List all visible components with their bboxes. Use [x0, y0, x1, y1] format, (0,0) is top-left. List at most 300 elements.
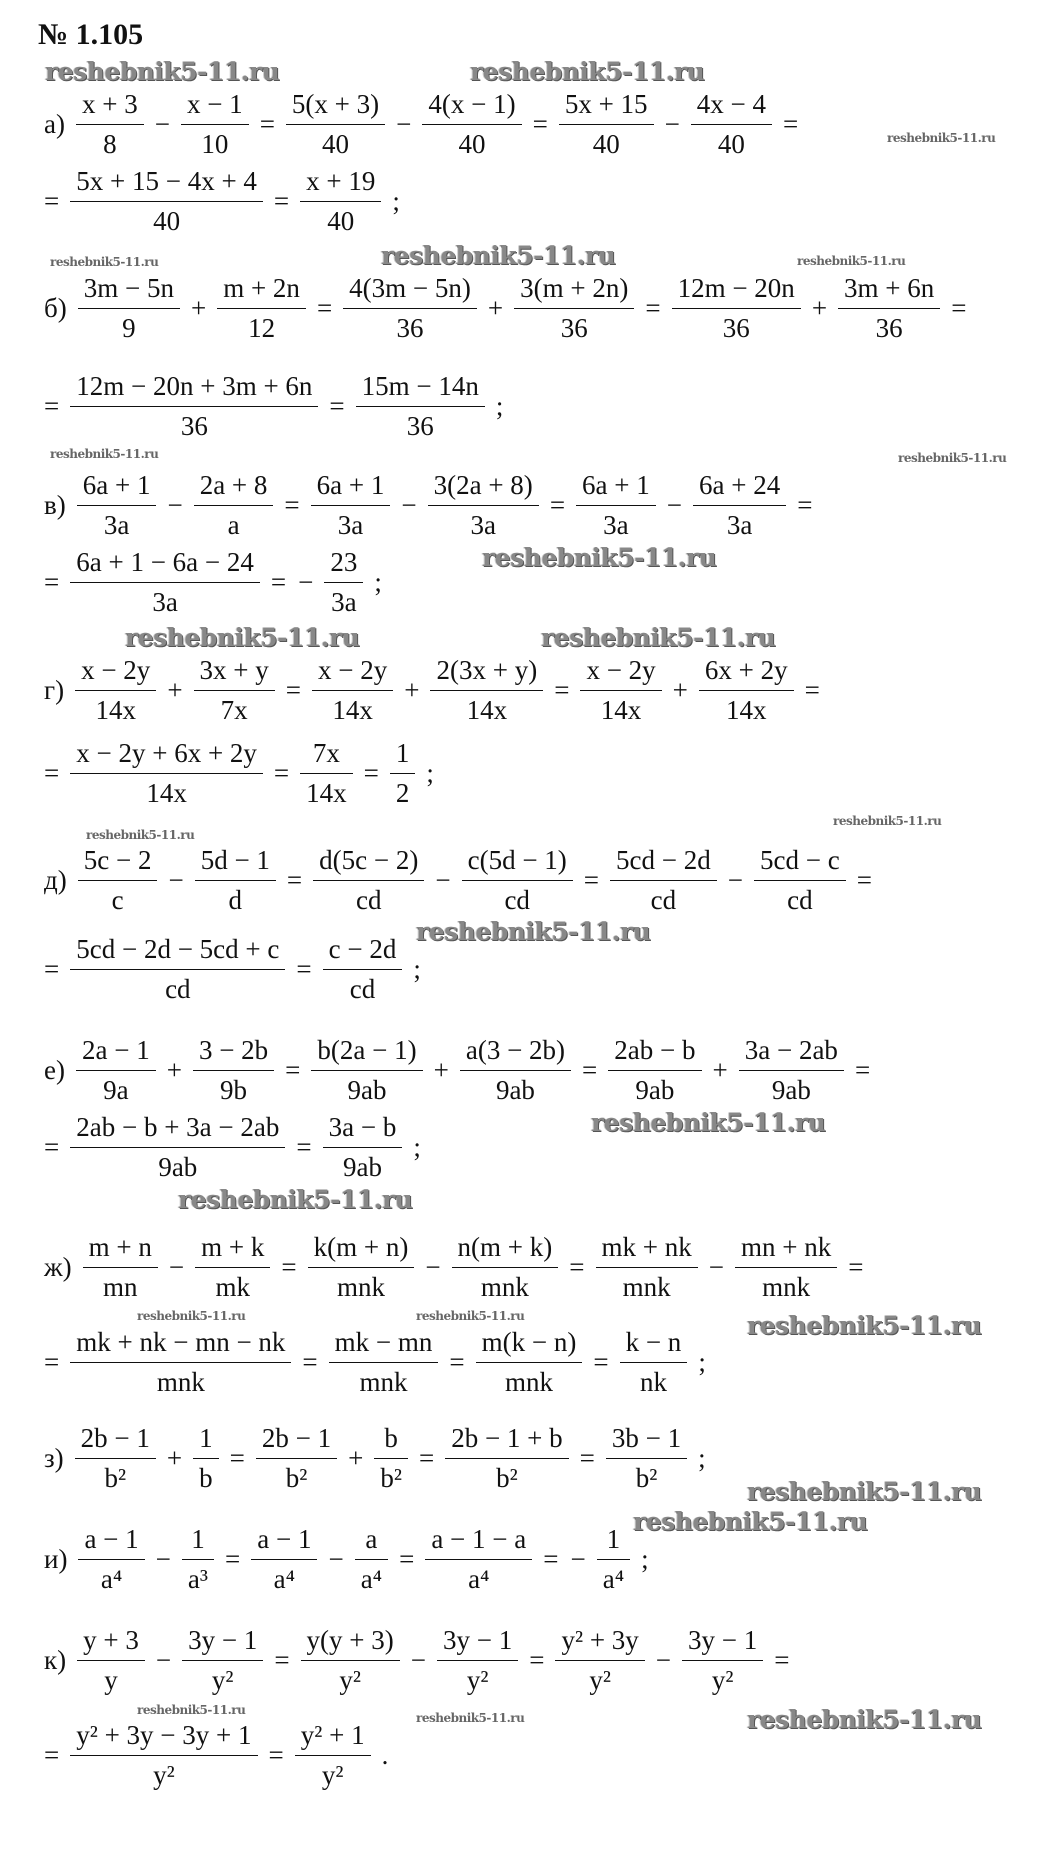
- denominator: 3a: [70, 582, 260, 618]
- denominator: 10: [181, 124, 249, 160]
- fraction: [351, 371, 490, 442]
- fraction: [420, 1524, 537, 1595]
- denominator: 3a: [576, 505, 656, 541]
- operator: =: [856, 864, 872, 895]
- operator: =: [329, 390, 345, 421]
- equation-line: [38, 1418, 712, 1498]
- operator: +: [811, 292, 828, 323]
- operator: =: [225, 1543, 241, 1574]
- numerator: 6a + 1 − 6a − 24: [76, 546, 254, 577]
- equation-line: [38, 1715, 394, 1795]
- denominator: 7x: [194, 690, 275, 726]
- equation-line: [38, 268, 973, 348]
- denominator: 14x: [580, 690, 661, 726]
- operator: −: [666, 489, 682, 520]
- fraction: [417, 89, 526, 160]
- denominator: mn: [83, 1267, 158, 1303]
- operator: =: [286, 864, 303, 895]
- fraction: [65, 1720, 262, 1791]
- equation-line: [38, 1107, 427, 1187]
- denominator: 8: [76, 124, 144, 160]
- watermark: reshebnik5-11.ru: [747, 1477, 982, 1506]
- denominator: 3a: [77, 505, 157, 541]
- fraction: [667, 273, 806, 344]
- denominator: cd: [754, 880, 846, 916]
- numerator: 3(2a + 8): [433, 469, 533, 500]
- fraction: [457, 845, 578, 916]
- denominator: 9ab: [739, 1070, 844, 1106]
- numerator: 6a + 1: [582, 469, 650, 500]
- fraction: [591, 1232, 703, 1303]
- fraction: [318, 934, 408, 1005]
- numerator: y² + 3y − 3y + 1: [76, 1719, 252, 1750]
- numerator: x + 3: [81, 88, 138, 119]
- operator: =: [418, 1442, 435, 1473]
- denominator: 9ab: [70, 1147, 285, 1183]
- equation-line: [38, 366, 509, 446]
- watermark: reshebnik5-11.ru: [747, 1705, 982, 1734]
- fraction: [78, 1232, 163, 1303]
- denominator: y²: [555, 1660, 644, 1696]
- operator: =: [268, 1739, 284, 1770]
- denominator: 36: [672, 308, 801, 344]
- equation-line: [38, 733, 440, 813]
- numerator: 5d − 1: [200, 844, 270, 875]
- numerator: k − n: [625, 1326, 682, 1357]
- denominator: mnk: [70, 1362, 291, 1398]
- operator: =: [569, 1251, 585, 1282]
- operator: =: [44, 390, 60, 421]
- numerator: 5(x + 3): [291, 88, 380, 119]
- numerator: a − 1: [257, 1523, 312, 1554]
- numerator: x − 2y + 6x + 2y: [76, 737, 257, 768]
- denominator: 36: [343, 308, 477, 344]
- denominator: b²: [445, 1458, 568, 1494]
- denominator: 9b: [193, 1070, 274, 1106]
- denominator: nk: [620, 1362, 688, 1398]
- watermark: reshebnik5-11.ru: [633, 1507, 868, 1536]
- numerator: a(3 − 2b): [465, 1034, 566, 1065]
- numerator: 6a + 1: [316, 469, 385, 500]
- operator: −: [664, 108, 680, 139]
- numerator: y + 3: [83, 1624, 139, 1655]
- fraction: [686, 89, 777, 160]
- fraction: [308, 845, 429, 916]
- numerator: mk − mn: [334, 1326, 433, 1357]
- denominator: 14x: [430, 690, 543, 726]
- fraction: [338, 273, 482, 344]
- numerator: 5x + 15 − 4x + 4: [76, 165, 257, 196]
- numerator: mk + nk: [601, 1231, 692, 1262]
- numerator: 3x + y: [199, 654, 269, 685]
- denominator: 36: [356, 406, 485, 442]
- operator: =: [273, 185, 290, 216]
- denominator: b²: [374, 1458, 408, 1494]
- operator: =: [848, 1251, 864, 1282]
- denominator: 40: [422, 124, 521, 160]
- watermark: reshebnik5-11.ru: [898, 451, 1007, 465]
- numerator: 12m − 20n + 3m + 6n: [76, 370, 313, 401]
- watermark: reshebnik5-11.ru: [50, 255, 159, 269]
- denominator: 14x: [312, 690, 393, 726]
- operator: =: [951, 292, 967, 323]
- denominator: b²: [75, 1458, 156, 1494]
- operator: =: [532, 108, 548, 139]
- watermark: reshebnik5-11.ru: [416, 917, 651, 946]
- fraction: [246, 1524, 322, 1595]
- denominator: cd: [323, 969, 403, 1005]
- numerator: 1: [606, 1523, 621, 1554]
- numerator: 7x: [312, 737, 340, 768]
- equation-line: [38, 1322, 712, 1402]
- operator: =: [854, 1054, 871, 1085]
- numerator: 1: [191, 1523, 205, 1554]
- operator: −: [410, 1644, 426, 1675]
- numerator: 2a + 8: [199, 469, 268, 500]
- fraction: [190, 1232, 275, 1303]
- equation-line: [38, 465, 818, 545]
- watermark: reshebnik5-11.ru: [125, 623, 360, 652]
- fraction: [730, 1232, 842, 1303]
- fraction: [188, 1423, 224, 1494]
- watermark: reshebnik5-11.ru: [833, 814, 942, 828]
- operator: −: [154, 108, 170, 139]
- fraction: [749, 845, 851, 916]
- equation-line: [38, 1030, 876, 1110]
- fraction: [212, 273, 311, 344]
- operator: =: [259, 108, 275, 139]
- operator: =: [296, 953, 312, 984]
- operator: −: [155, 1644, 172, 1675]
- operator: −: [435, 864, 451, 895]
- numerator: 6a + 24: [699, 469, 781, 500]
- equation-line: [38, 840, 878, 920]
- fraction: [319, 547, 368, 618]
- operator: −: [655, 1644, 672, 1675]
- watermark: reshebnik5-11.ru: [178, 1185, 413, 1214]
- numerator: x − 2y: [318, 654, 388, 685]
- operator: =: [270, 566, 287, 597]
- denominator: 3a: [311, 505, 391, 541]
- denominator: cd: [462, 880, 573, 916]
- fraction: [605, 845, 722, 916]
- denominator: 3a: [693, 505, 786, 541]
- numerator: x + 19: [306, 165, 376, 196]
- operator: +: [672, 674, 688, 705]
- operator: =: [285, 674, 302, 705]
- fraction: [177, 1625, 268, 1696]
- numerator: b: [384, 1422, 398, 1453]
- operator: =: [44, 566, 60, 597]
- operator: ;: [413, 953, 421, 984]
- denominator: 12: [217, 308, 306, 344]
- numerator: b(2a − 1): [317, 1034, 417, 1065]
- watermark: reshebnik5-11.ru: [50, 447, 159, 461]
- equation-line: [38, 1519, 655, 1599]
- denominator: d: [195, 880, 276, 916]
- fraction: [65, 934, 290, 1005]
- watermark: reshebnik5-11.ru: [45, 57, 280, 86]
- numerator: 2b − 1: [80, 1422, 150, 1453]
- fraction: [324, 1327, 444, 1398]
- problem-number: № 1.105: [38, 18, 144, 51]
- operator: =: [774, 1644, 790, 1675]
- fraction: [65, 1112, 290, 1183]
- operator: +: [712, 1054, 728, 1085]
- watermark: reshebnik5-11.ru: [137, 1703, 246, 1717]
- numerator: 2ab − b + 3a − 2ab: [76, 1111, 280, 1142]
- fraction: [833, 273, 945, 344]
- denominator: 40: [559, 124, 654, 160]
- fraction: [65, 166, 268, 237]
- fraction: [447, 1232, 564, 1303]
- denominator: 3a: [428, 505, 539, 541]
- numerator: 3 − 2b: [198, 1034, 269, 1065]
- numerator: c − 2d: [328, 933, 397, 964]
- denominator: 9ab: [608, 1070, 701, 1106]
- numerator: 3m + 6n: [844, 272, 935, 303]
- item-label: б): [44, 292, 67, 323]
- fraction: [295, 738, 358, 809]
- numerator: mk + nk − mn − nk: [76, 1326, 286, 1357]
- operator: =: [302, 1346, 318, 1377]
- fraction: [571, 470, 661, 541]
- watermark: reshebnik5-11.ru: [470, 57, 705, 86]
- item-label: к): [44, 1644, 67, 1675]
- numerator: 2b − 1: [261, 1422, 332, 1453]
- fraction: [432, 1625, 523, 1696]
- fraction: [70, 1423, 161, 1494]
- numerator: 3b − 1: [611, 1422, 682, 1453]
- numerator: m + k: [201, 1231, 265, 1262]
- watermark: reshebnik5-11.ru: [137, 1309, 246, 1323]
- fraction: [290, 1720, 376, 1791]
- fraction: [73, 845, 163, 916]
- fraction: [440, 1423, 573, 1494]
- operator: −: [168, 864, 184, 895]
- denominator: 14x: [75, 690, 156, 726]
- denominator: 9ab: [460, 1070, 571, 1106]
- operator: =: [316, 292, 333, 323]
- numerator: 3a − b: [328, 1111, 397, 1142]
- denominator: mnk: [308, 1267, 415, 1303]
- numerator: 4(x − 1): [428, 88, 516, 119]
- denominator: y²: [301, 1660, 400, 1696]
- operator: −: [298, 566, 314, 597]
- operator: −: [167, 489, 183, 520]
- fraction: [350, 1524, 393, 1595]
- numerator: 6x + 2y: [704, 654, 788, 685]
- denominator: 3a: [324, 582, 363, 618]
- watermark: reshebnik5-11.ru: [416, 1711, 525, 1725]
- denominator: b²: [256, 1458, 337, 1494]
- operator: ;: [413, 1131, 421, 1162]
- operator: =: [44, 757, 60, 788]
- operator: =: [583, 864, 600, 895]
- operator: =: [543, 1543, 559, 1574]
- item-label: в): [44, 489, 66, 520]
- operator: −: [168, 1251, 185, 1282]
- numerator: y(y + 3): [306, 1624, 394, 1655]
- operator: .: [381, 1739, 389, 1770]
- operator: +: [348, 1442, 364, 1473]
- denominator: 14x: [300, 773, 353, 809]
- fraction: [306, 470, 396, 541]
- numerator: 3y − 1: [688, 1624, 758, 1655]
- operator: =: [582, 1054, 598, 1085]
- operator: =: [554, 674, 570, 705]
- denominator: mnk: [596, 1267, 698, 1303]
- operator: ;: [392, 185, 400, 216]
- operator: −: [727, 864, 743, 895]
- operator: =: [281, 1251, 297, 1282]
- operator: =: [285, 1054, 301, 1085]
- fraction: [603, 1035, 706, 1106]
- denominator: a⁴: [355, 1559, 388, 1595]
- operator: =: [44, 1346, 60, 1377]
- numerator: 5c − 2: [83, 844, 152, 875]
- fraction: [296, 1625, 405, 1696]
- denominator: a⁴: [425, 1559, 532, 1595]
- operator: =: [273, 757, 290, 788]
- operator: ;: [698, 1346, 706, 1377]
- operator: =: [44, 1131, 60, 1162]
- numerator: m + n: [88, 1231, 152, 1262]
- fraction: [189, 655, 280, 726]
- item-label: е): [44, 1054, 65, 1085]
- operator: +: [487, 292, 504, 323]
- item-label: г): [44, 674, 65, 705]
- denominator: a³: [182, 1559, 214, 1595]
- operator: ;: [495, 390, 504, 421]
- fraction: [509, 273, 639, 344]
- denominator: a⁴: [251, 1559, 317, 1595]
- numerator: 2(3x + y): [436, 654, 538, 685]
- numerator: x − 2y: [81, 654, 151, 685]
- fraction: [318, 1112, 408, 1183]
- operator: +: [166, 1442, 183, 1473]
- operator: =: [549, 489, 566, 520]
- fraction: [688, 470, 791, 541]
- numerator: 2ab − b: [614, 1034, 696, 1065]
- operator: =: [44, 185, 60, 216]
- item-label: и): [44, 1543, 68, 1574]
- equation-line: [38, 542, 388, 622]
- watermark: reshebnik5-11.ru: [747, 1311, 982, 1340]
- denominator: 9a: [76, 1070, 156, 1106]
- equation-line: [38, 929, 427, 1009]
- fraction: [71, 1035, 161, 1106]
- denominator: 9ab: [311, 1070, 422, 1106]
- fraction: [677, 1625, 768, 1696]
- operator: =: [296, 1131, 312, 1162]
- fraction: [72, 470, 162, 541]
- equation-line: [38, 84, 804, 164]
- fraction: [423, 470, 544, 541]
- operator: ;: [698, 1442, 706, 1473]
- operator: −: [570, 1543, 586, 1574]
- numerator: 4x − 4: [696, 88, 767, 119]
- item-label: д): [44, 864, 67, 895]
- fraction: [455, 1035, 576, 1106]
- fraction: [550, 1625, 649, 1696]
- operator: =: [783, 108, 799, 139]
- numerator: k(m + n): [313, 1231, 409, 1262]
- fraction: [303, 1232, 420, 1303]
- denominator: 36: [70, 406, 318, 442]
- operator: −: [401, 489, 417, 520]
- numerator: x − 2y: [586, 654, 656, 685]
- numerator: 3m − 5n: [83, 272, 174, 303]
- numerator: 4(3m − 5n): [349, 272, 471, 303]
- denominator: mnk: [476, 1362, 583, 1398]
- fraction: [65, 1327, 296, 1398]
- operator: ;: [374, 566, 382, 597]
- operator: +: [433, 1054, 449, 1085]
- numerator: mn + nk: [740, 1231, 832, 1262]
- operator: ;: [426, 757, 434, 788]
- denominator: a: [194, 505, 274, 541]
- operator: +: [167, 674, 183, 705]
- numerator: a − 1: [84, 1523, 139, 1554]
- operator: =: [579, 1442, 595, 1473]
- fraction: [189, 470, 279, 541]
- fraction: [281, 89, 390, 160]
- fraction: [307, 655, 398, 726]
- numerator: 5cd − c: [759, 844, 840, 875]
- numerator: y² + 1: [300, 1719, 365, 1750]
- fraction: [694, 655, 799, 726]
- operator: =: [593, 1346, 609, 1377]
- numerator: m(k − n): [481, 1326, 577, 1357]
- numerator: 3(m + 2n): [520, 272, 629, 303]
- equation-line: [38, 1227, 869, 1307]
- fraction: [176, 89, 254, 160]
- denominator: y²: [70, 1755, 257, 1791]
- operator: −: [708, 1251, 724, 1282]
- watermark: reshebnik5-11.ru: [86, 828, 195, 842]
- numerator: 3y − 1: [188, 1624, 258, 1655]
- fraction: [177, 1524, 219, 1595]
- fraction: [251, 1423, 342, 1494]
- denominator: 40: [70, 201, 263, 237]
- numerator: 5cd − 2d: [616, 844, 711, 875]
- denominator: 36: [514, 308, 634, 344]
- denominator: 36: [838, 308, 940, 344]
- denominator: mk: [195, 1267, 270, 1303]
- numerator: 3y − 1: [443, 1624, 513, 1655]
- denominator: 40: [691, 124, 772, 160]
- denominator: mnk: [329, 1362, 439, 1398]
- denominator: 9: [78, 308, 180, 344]
- fraction: [575, 655, 666, 726]
- operator: =: [44, 953, 60, 984]
- denominator: 40: [286, 124, 385, 160]
- watermark: reshebnik5-11.ru: [591, 1108, 826, 1137]
- denominator: a⁴: [78, 1559, 144, 1595]
- fraction: [65, 738, 268, 809]
- numerator: x − 1: [186, 88, 243, 119]
- fraction: [65, 371, 323, 442]
- denominator: b: [193, 1458, 219, 1494]
- fraction: [71, 89, 149, 160]
- watermark: reshebnik5-11.ru: [416, 1309, 525, 1323]
- fraction: [73, 273, 185, 344]
- denominator: cd: [70, 969, 285, 1005]
- numerator: d(5c − 2): [319, 844, 419, 875]
- numerator: y² + 3y: [561, 1624, 639, 1655]
- numerator: 15m − 14n: [361, 370, 479, 401]
